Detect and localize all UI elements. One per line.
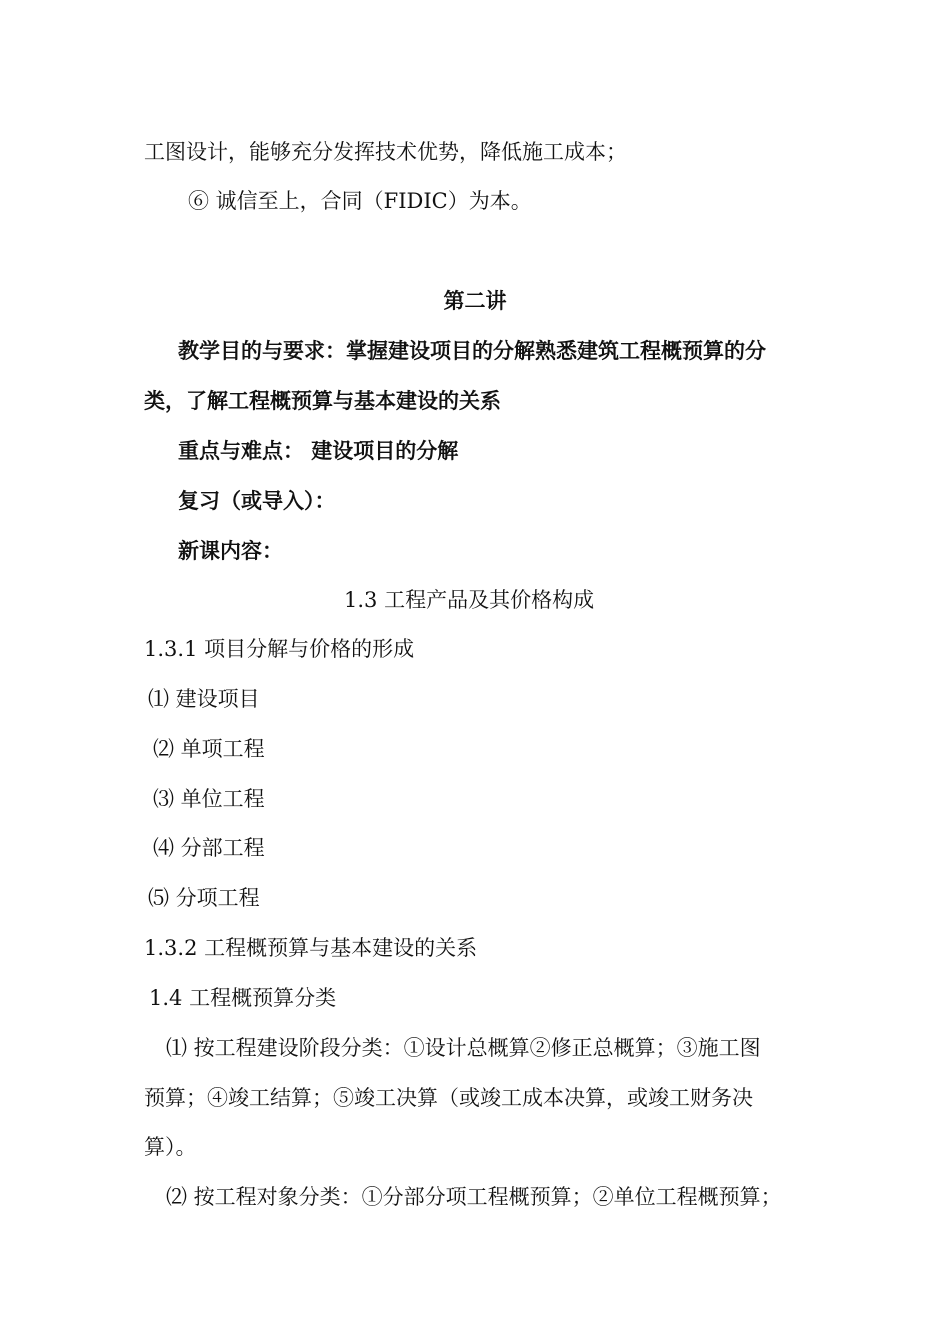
objective-line: 类，了解工程概预算与基本建设的关系 (144, 388, 501, 413)
review-label: 复习（或导入）： (178, 488, 336, 513)
paragraph-line: ⑴ 按工程建设阶段分类：①设计总概算②修正总概算；③施工图 (166, 1036, 761, 1060)
objective-line: 教学目的与要求：掌握建设项目的分解熟悉建筑工程概预算的分 (178, 338, 766, 363)
list-item: ⑴ 建设项目 (148, 687, 260, 711)
paragraph-line: ⑵ 按工程对象分类：①分部分项工程概预算；②单位工程概预算； (166, 1185, 782, 1209)
paragraph-line: 算）。 (144, 1135, 197, 1159)
section-heading: 1.3 工程产品及其价格构成 (344, 588, 595, 612)
paragraph-line: 预算；④竣工结算；⑤竣工决算（或竣工成本决算，或竣工财务决 (144, 1086, 753, 1110)
new-content-label: 新课内容： (178, 538, 283, 563)
list-item: ⑷ 分部工程 (153, 836, 265, 860)
key-points: 重点与难点： 建设项目的分解 (178, 438, 459, 463)
subsection-heading: 1.3.1 项目分解与价格的形成 (144, 637, 415, 661)
lecture-title: 第二讲 (443, 288, 507, 313)
list-item: ⑵ 单项工程 (153, 737, 265, 761)
paragraph-line: ⑥ 诚信至上，合同（FIDIC）为本。 (188, 189, 532, 213)
list-item: ⑸ 分项工程 (148, 886, 260, 910)
paragraph-line: 工图设计，能够充分发挥技术优势，降低施工成本； (144, 140, 627, 164)
section-heading: 1.4 工程概预算分类 (149, 986, 337, 1010)
list-item: ⑶ 单位工程 (153, 787, 265, 811)
subsection-heading: 1.3.2 工程概预算与基本建设的关系 (144, 936, 478, 960)
